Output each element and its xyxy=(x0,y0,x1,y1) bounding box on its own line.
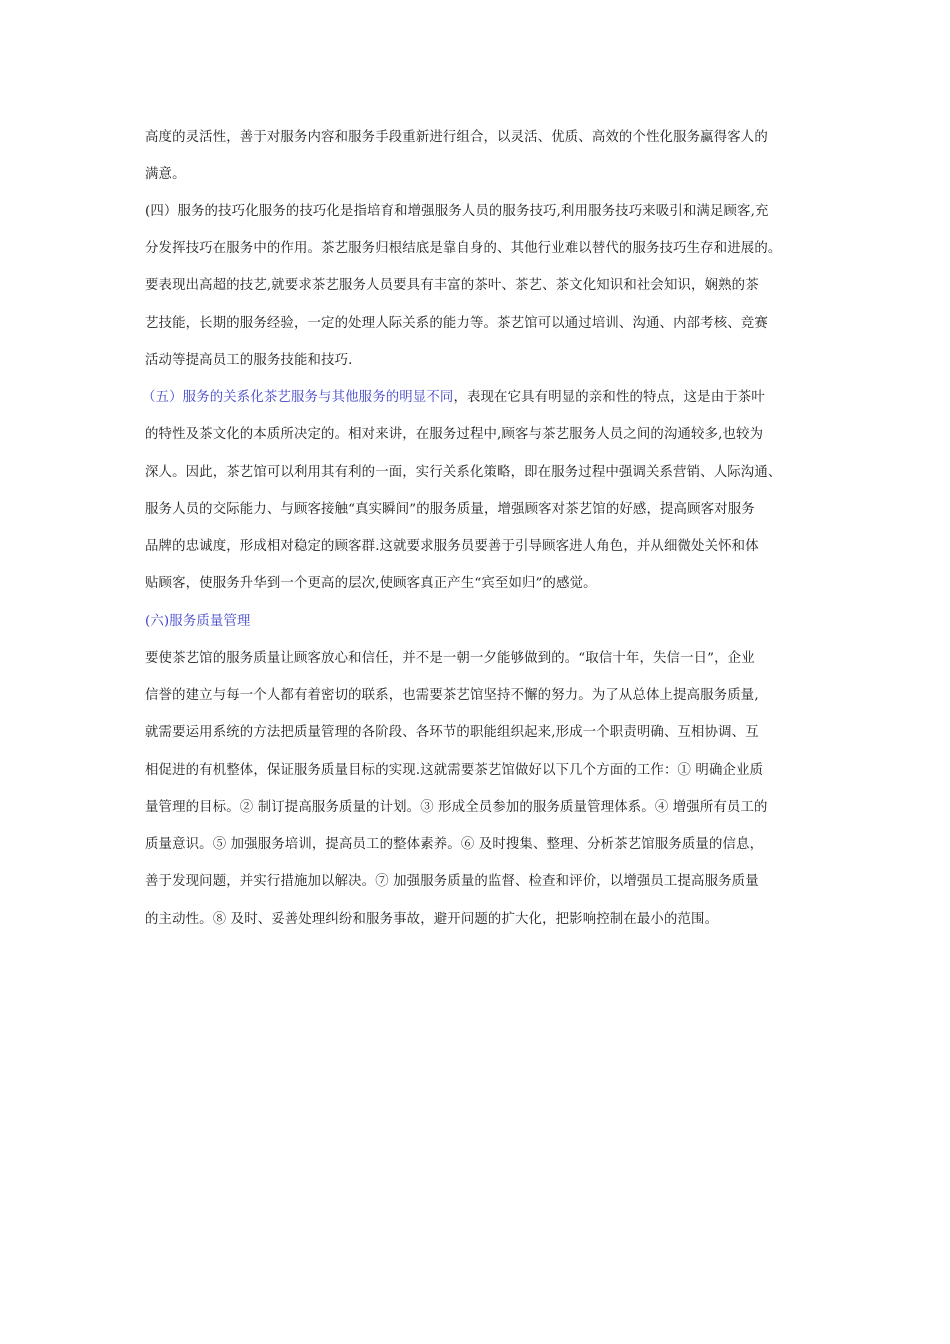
body-text-line: 深人。因此，茶艺馆可以利用其有利的一面，实行关系化策略，即在服务过程中强调关系营销、人际沟通、 xyxy=(145,465,782,480)
body-text-line: 品牌的忠诚度，形成相对稳定的顾客群.这就要求服务员要善于引导顾客进人角色，并从细微处关怀和体 xyxy=(145,539,759,554)
body-text-line: 满意。 xyxy=(145,167,186,182)
body-text-line: 质量意识。⑤ 加强服务培训，提高员工的整体素养。⑥ 及时搜集、整理、分析茶艺馆服务质量的信息， xyxy=(145,837,764,852)
body-text-line: 相促进的有机整体，保证服务质量目标的实现.这就需要茶艺馆做好以下几个方面的工作：① 明确企业质 xyxy=(145,763,764,778)
body-text-line: 的特性及茶文化的本质所决定的。相对来讲，在服务过程中,顾客与茶艺服务人员之间的沟通较多,也较为 xyxy=(145,427,764,442)
body-text-line: 要使茶艺馆的服务质量让顾客放心和信任，并不是一朝一夕能够做到的。“取信十年，失信一日”，企业 xyxy=(145,651,755,666)
body-text-line: 的主动性。⑧ 及时、妥善处理纠纷和服务事故，避开问题的扩大化，把影响控制在最小的范围。 xyxy=(145,912,719,927)
body-text-line: 服务人员的交际能力、与顾客接触“真实瞬间”的服务质量，增强顾客对茶艺馆的好感，提高顾客对服务 xyxy=(145,502,755,517)
section-5-heading-rest: ，表现在它具有明显的亲和性的特点，这是由于茶叶 xyxy=(453,390,765,405)
body-text-line: (四）服务的技巧化服务的技巧化是指培育和增强服务人员的服务技巧,利用服务技巧来吸引和满足顾客,充 xyxy=(145,204,769,219)
section-5-heading: （五）服务的关系化茶艺服务与其他服务的明显不同 xyxy=(142,390,454,405)
body-text-line: 信誉的建立与每一个人都有着密切的联系，也需要茶艺馆坚持不懈的努力。为了从总体上提高服务质量, xyxy=(145,688,759,703)
body-text-line: 要表现出高超的技艺,就要求茶艺服务人员要具有丰富的茶叶、茶艺、茶文化知识和社会知识，娴熟的茶 xyxy=(145,278,759,293)
body-text-line: 贴顾客，使服务升华到一个更高的层次,使顾客真正产生“宾至如归”的感觉。 xyxy=(145,576,597,591)
body-text-line: 高度的灵活性，善于对服务内容和服务手段重新进行组合，以灵活、优质、高效的个性化服务赢得客人的 xyxy=(145,130,768,145)
body-text-line: 善于发现问题，并实行措施加以解决。⑦ 加强服务质量的监督、检查和评价，以增强员工提高服务质量 xyxy=(145,874,759,889)
body-text-line: 分发挥技巧在服务中的作用。茶艺服务归根结底是靠自身的、其他行业难以替代的服务技巧生存和进展的。 xyxy=(145,241,782,256)
section-6-heading: (六)服务质量管理 xyxy=(145,614,251,629)
body-text-line: 艺技能，长期的服务经验，一定的处理人际关系的能力等。茶艺馆可以通过培训、沟通、内部考核、竞赛 xyxy=(145,316,768,331)
body-text-line: 量管理的目标。② 制订提高服务质量的计划。③ 形成全员参加的服务质量管理体系。④ 增强所有员工的 xyxy=(145,800,768,815)
body-text-line: 就需要运用系统的方法把质量管理的各阶段、各环节的职能组织起来,形成一个职责明确、互相协调、互 xyxy=(145,725,759,740)
body-text-line: 活动等提高员工的服务技能和技巧. xyxy=(145,353,353,368)
section-5-first-line xyxy=(142,389,765,407)
